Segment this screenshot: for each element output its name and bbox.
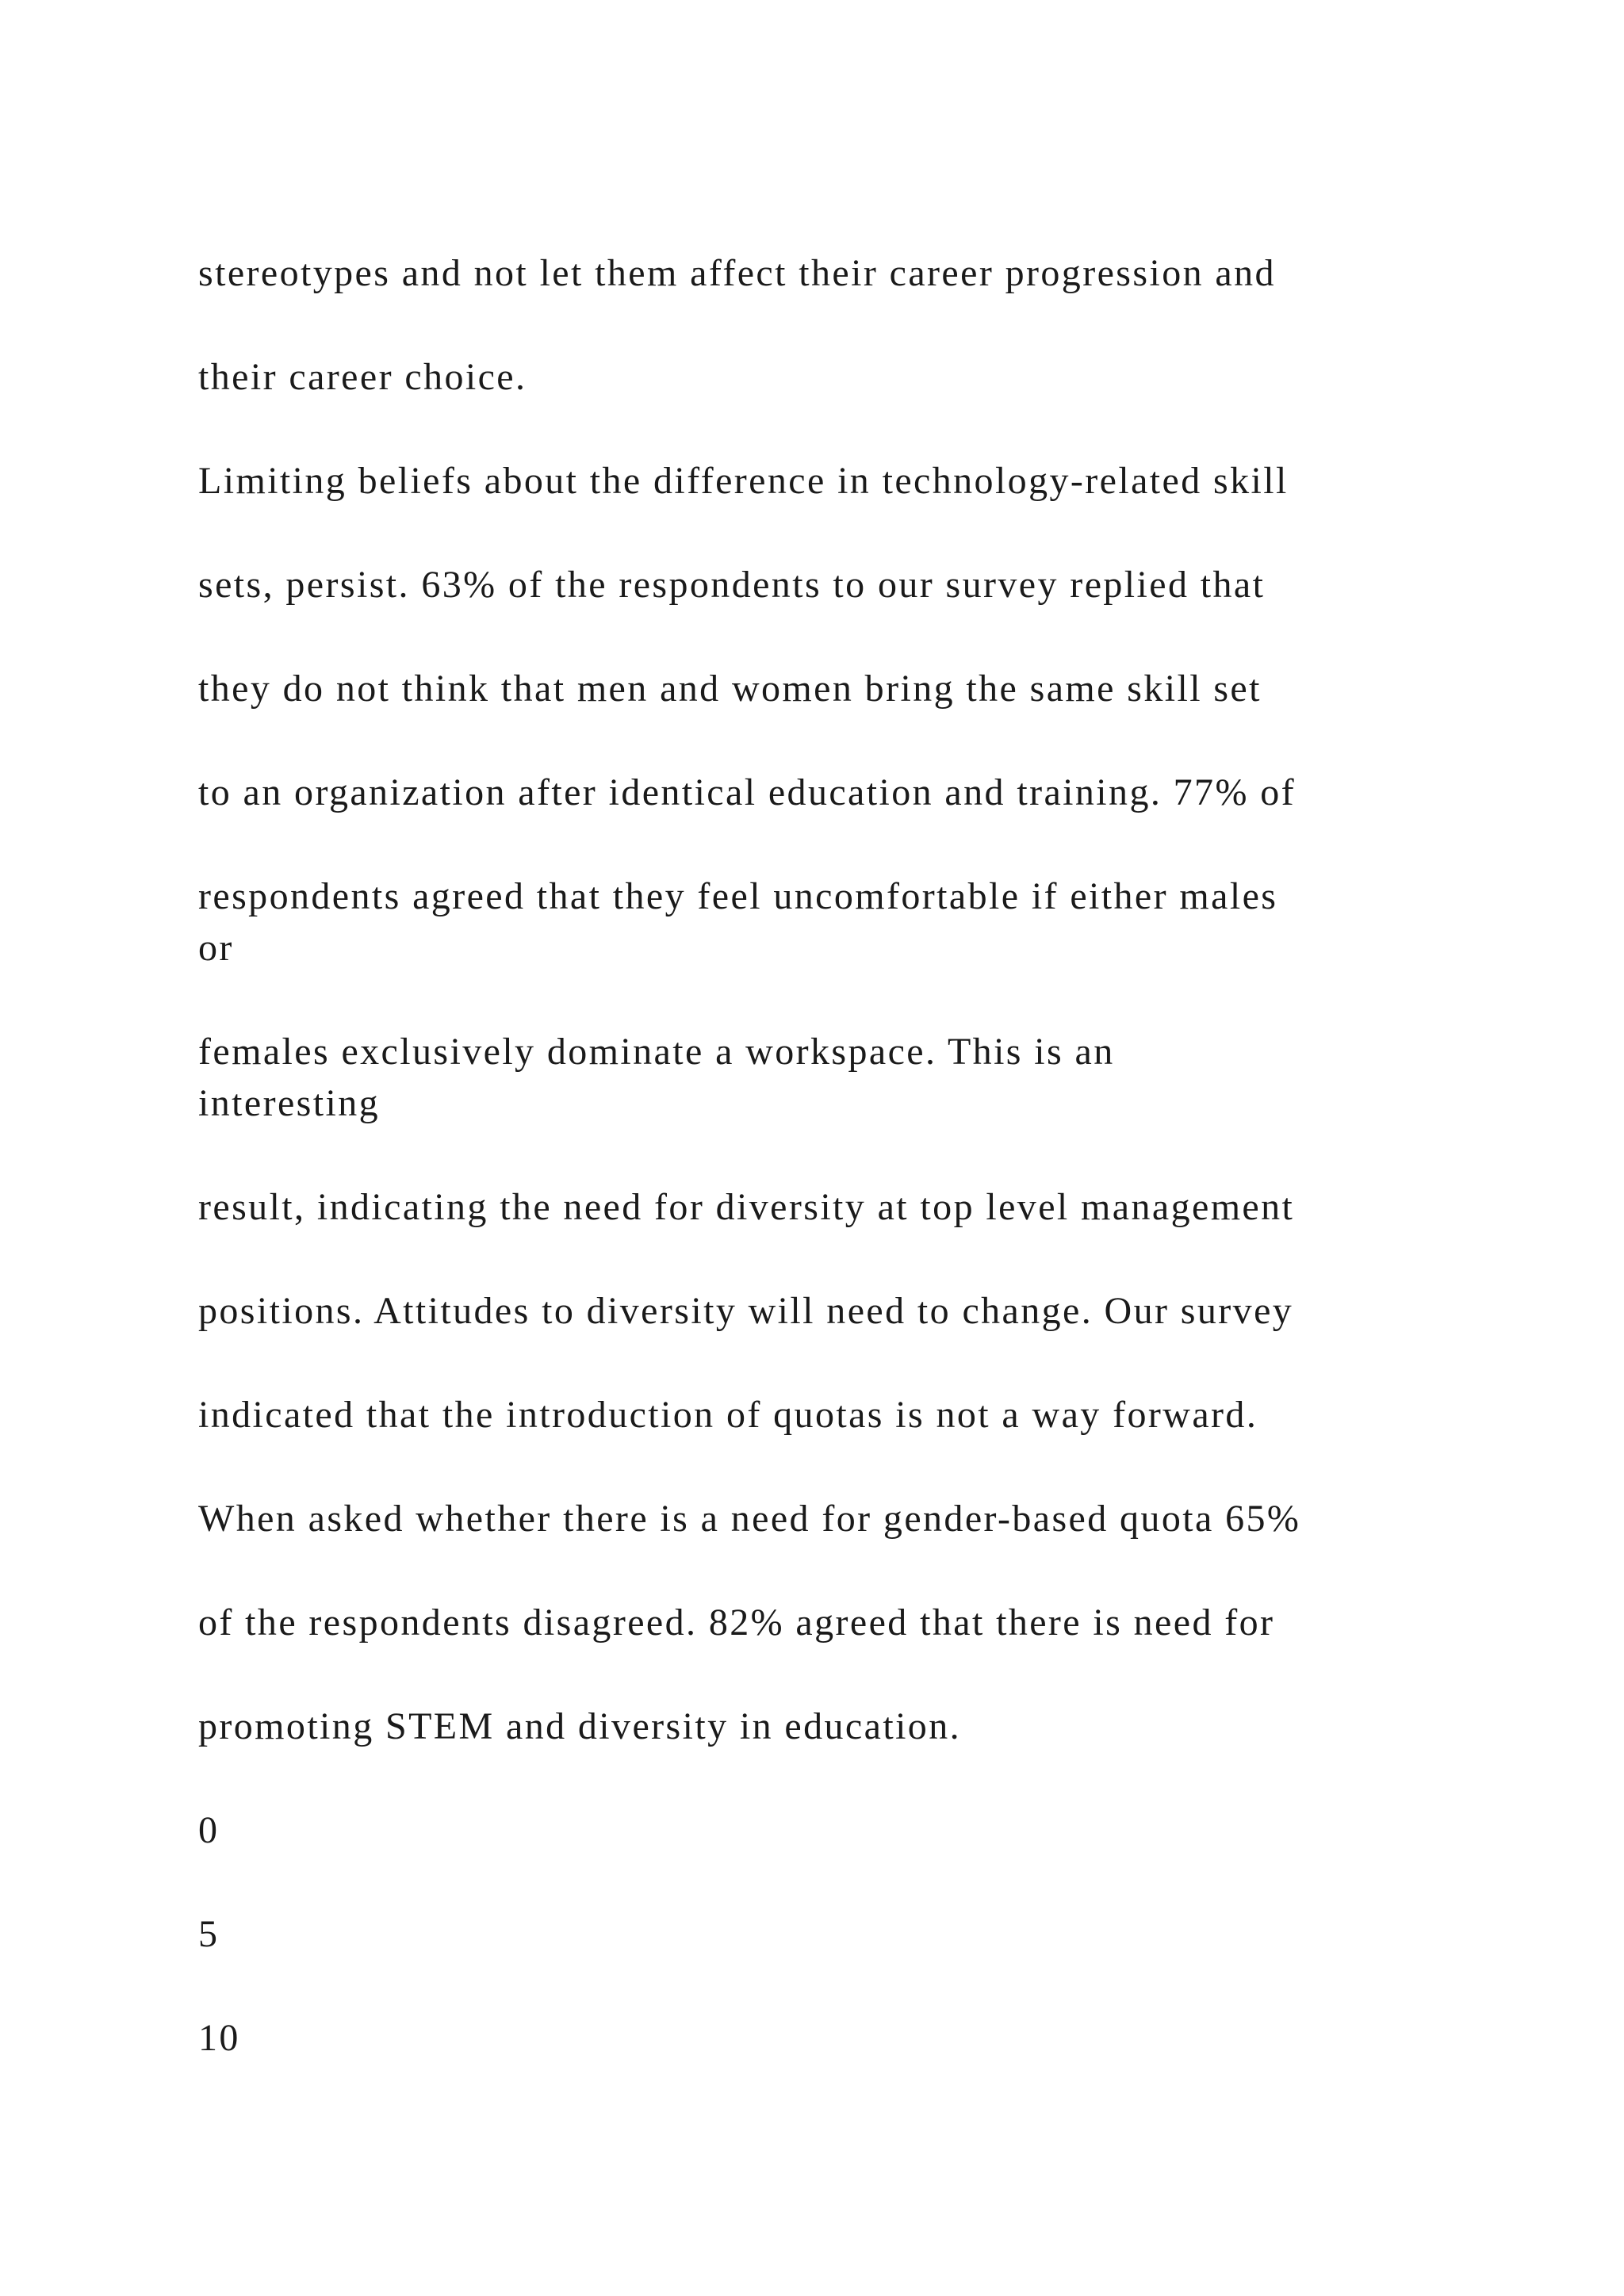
text-line: result, indicating the need for diversity at top level management <box>198 1186 1295 1228</box>
text-line: Limiting beliefs about the difference in technology-related skill <box>198 460 1289 502</box>
text-line: stereotypes and not let them affect their career progression and <box>198 252 1276 294</box>
text-line: positions. Attitudes to diversity will need to change. Our survey <box>198 1290 1294 1332</box>
text-line: to an organization after identical education and training. 77% of <box>198 771 1297 813</box>
text-line: When asked whether there is a need for gender-based quota 65% <box>198 1498 1301 1540</box>
text-line-wrapped: or <box>198 927 234 969</box>
text-line: of the respondents disagreed. 82% agreed that there is need for <box>198 1601 1275 1644</box>
text-line: they do not think that men and women bring the same skill set <box>198 668 1262 710</box>
text-line-wrapped: interesting <box>198 1082 381 1124</box>
number-line: 5 <box>198 1913 220 1955</box>
number-line: 0 <box>198 1809 220 1851</box>
text-line: indicated that the introduction of quotas is not a way forward. <box>198 1394 1258 1436</box>
text-line: their career choice. <box>198 356 527 398</box>
text-line: promoting STEM and diversity in education. <box>198 1705 962 1747</box>
text-line: sets, persist. 63% of the respondents to our survey replied that <box>198 564 1266 606</box>
body-text <box>198 247 1499 2116</box>
text-line: females exclusively dominate a workspace. This is an <box>198 1031 1115 1073</box>
number-line: 10 <box>198 2017 240 2059</box>
text-line: respondents agreed that they feel uncomfortable if either males <box>198 875 1278 917</box>
